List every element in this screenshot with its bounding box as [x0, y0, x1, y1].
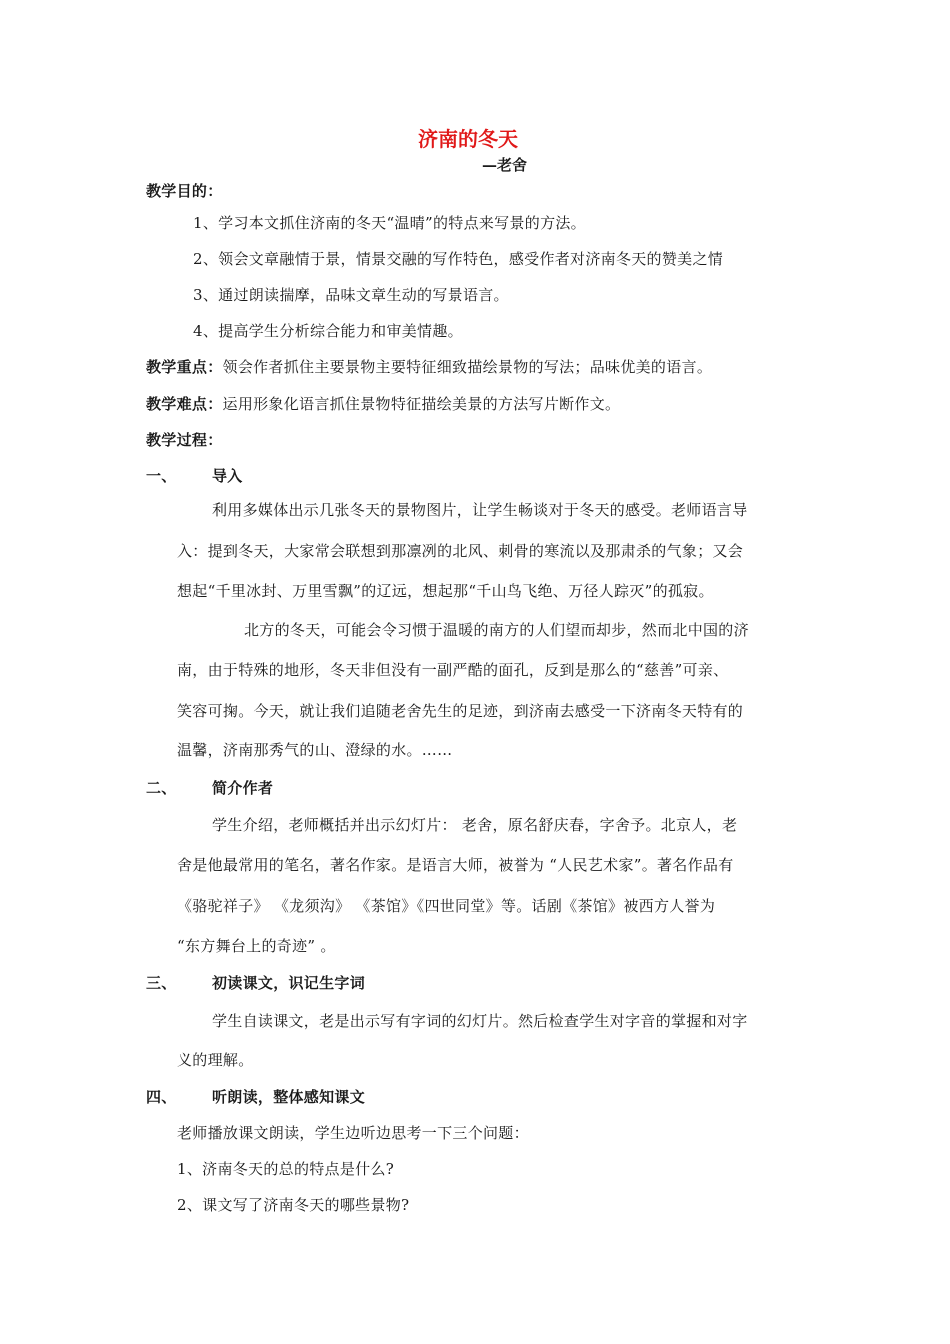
difficulty-text: 运用形象化语言抓住景物特征描绘美景的方法写片断作文。 — [222, 395, 621, 413]
objective-item: 1、学习本文抓住济南的冬天“温晴”的特点来写景的方法。 — [193, 214, 586, 232]
section-heading: 简介作者 — [212, 779, 274, 797]
objective-item: 4、提高学生分析综合能力和审美情趣。 — [193, 322, 463, 340]
section-number: 一、 — [146, 467, 177, 485]
paragraph-line: 南，由于特殊的地形，冬天非但没有一副严酷的面孔，反到是那么的“慈善”可亲、 — [177, 661, 729, 679]
section-heading: 听朗读，整体感知课文 — [212, 1088, 366, 1106]
section-number: 二、 — [146, 779, 177, 797]
paragraph-line: 学生自读课文，老是出示写有字词的幻灯片。然后检查学生对字音的掌握和对字 — [212, 1012, 748, 1030]
paragraph-line: 笑容可掬。今天，就让我们追随老舍先生的足迹，到济南去感受一下济南冬天特有的 — [177, 702, 744, 720]
question-item: 1、济南冬天的总的特点是什么? — [177, 1160, 395, 1178]
section-heading: 导入 — [212, 467, 243, 485]
paragraph-line: 义的理解。 — [177, 1051, 254, 1069]
paragraph-line: 利用多媒体出示几张冬天的景物图片，让学生畅谈对于冬天的感受。老师语言导 — [212, 501, 748, 519]
difficulty-line — [146, 394, 620, 414]
document-title: 济南的冬天 — [418, 127, 518, 151]
paragraph-line: 老师播放课文朗读，学生边听边思考一下三个问题： — [177, 1124, 529, 1142]
paragraph-line: 学生介绍，老师概括并出示幻灯片： 老舍，原名舒庆春，字舍予。北京人，老 — [212, 816, 738, 834]
paragraph-line: 《骆驼祥子》 《龙须沟》 《茶馆》《四世同堂》等。话剧《茶馆》被西方人誉为 — [177, 897, 716, 915]
objective-item: 3、通过朗读揣摩，品味文章生动的写景语言。 — [193, 286, 509, 304]
objectives-heading: 教学目的： — [146, 182, 223, 200]
paragraph-line: 舍是他最常用的笔名，著名作家。是语言大师，被誉为 “人民艺术家”。著名作品有 — [177, 856, 734, 874]
difficulty-label: 教学难点： — [146, 395, 223, 413]
process-heading: 教学过程： — [146, 431, 223, 449]
section-heading: 初读课文，识记生字词 — [212, 974, 366, 992]
paragraph-line: 北方的冬天，可能会令习惯于温暖的南方的人们望而却步，然而北中国的济 — [244, 621, 749, 639]
author-line: —老舍 — [482, 156, 528, 174]
paragraph-line: 入：提到冬天，大家常会联想到那凛冽的北风、刺骨的寒流以及那肃杀的气象；又会 — [177, 542, 744, 560]
paragraph-line: 温馨，济南那秀气的山、澄绿的水。…… — [177, 741, 453, 759]
section-number: 三、 — [146, 974, 177, 992]
key-point-label: 教学重点： — [146, 358, 223, 376]
question-item: 2、课文写了济南冬天的哪些景物? — [177, 1196, 410, 1214]
section-number: 四、 — [146, 1088, 177, 1106]
paragraph-line: “东方舞台上的奇迹” 。 — [177, 937, 336, 955]
paragraph-line: 想起“千里冰封、万里雪飘”的辽远，想起那“千山鸟飞绝、万径人踪灭”的孤寂。 — [177, 582, 714, 600]
key-point-text: 领会作者抓住主要景物主要特征细致描绘景物的写法；品味优美的语言。 — [222, 358, 713, 376]
key-point-line — [146, 357, 712, 377]
objective-item: 2、领会文章融情于景，情景交融的写作特色，感受作者对济南冬天的赞美之情 — [193, 250, 724, 268]
